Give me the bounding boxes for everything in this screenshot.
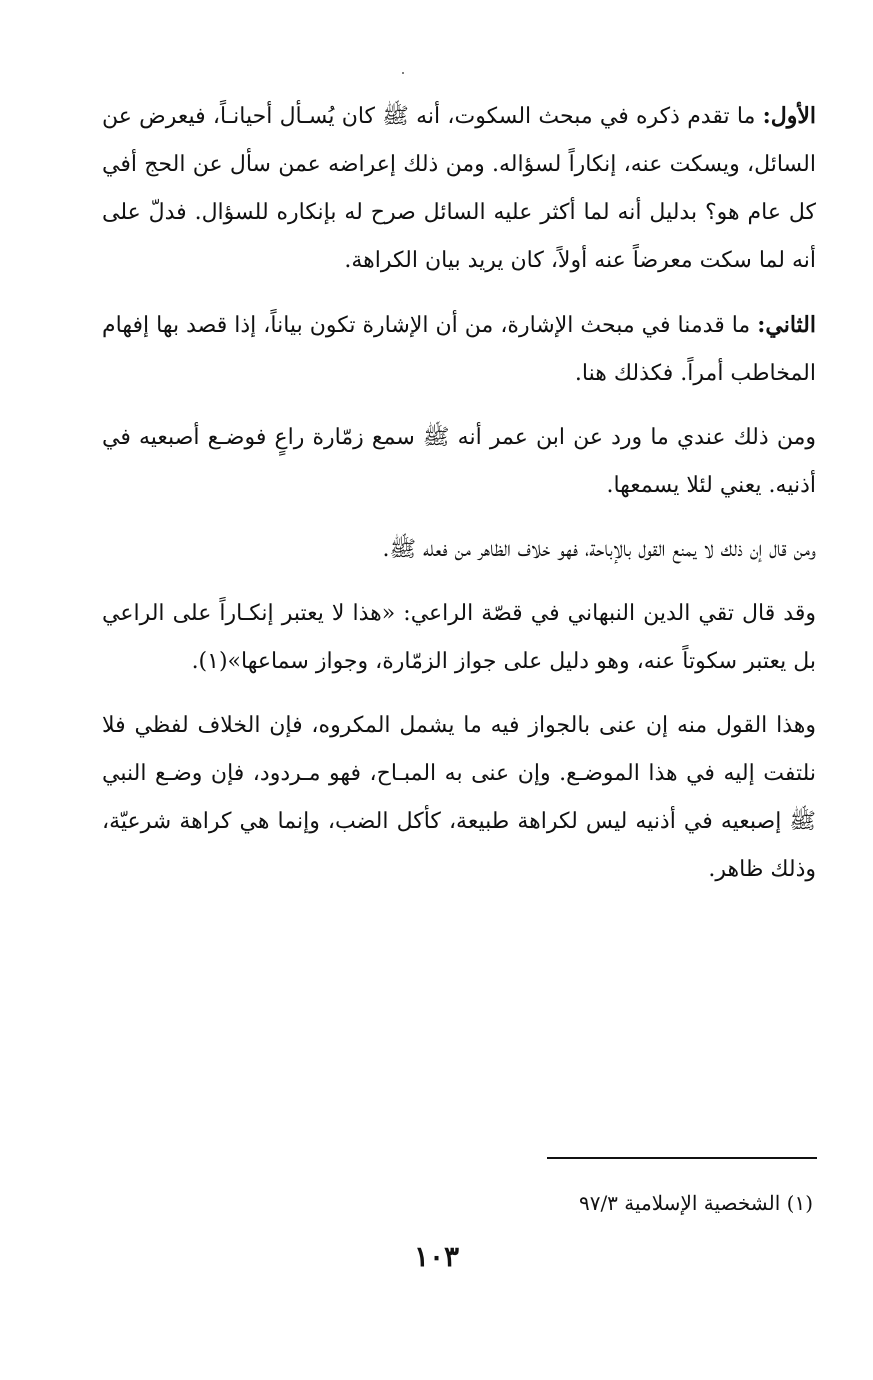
paragraph-2 — [102, 301, 816, 398]
page-number: ١٠٣ — [413, 1240, 460, 1273]
footnote: (١) الشخصية الإسلامية ٩٧/٣ — [578, 1191, 813, 1215]
main-text — [102, 92, 816, 910]
paragraph-1-lead: الأول: — [762, 103, 816, 129]
paragraph-5-text: وقد قال تقي الدين النبهاني في قصّة الراعي: «هذا لا يعتبر إنكـاراً على الراعي بل يعتبر سكوتاً عنه، وهو دليل على جواز الزمّارة، وجواز سماعها»(١). — [102, 601, 816, 674]
paragraph-6-text: وهذا القول منه إن عنى بالجواز فيه ما يشمل المكروه، فإن الخلاف لفظي فلا نلتفت إليه في هذا الموضـع. وإن عنى به المبـاح، فهو مـردود، فإن وضـع النبي ﷺ إصبعيه في أذنيه ليس لكراهة طبيعة، كأكل الضب، وإنما هي كراهة شرعيّة، وذلك ظاهر. — [102, 713, 816, 882]
paragraph-1-text: ما تقدم ذكره في مبحث السكوت، أنه ﷺ كان يُسـأل أحيانـاً، فيعرض عن السائل، ويسكت عنه، إنكاراً لسؤاله. ومن ذلك إعراضه عمن سأل عن الحج أفي كل عام هو؟ بدليل أنه لما أكثر عليه السائل صرح له بإنكاره للسؤال. فدلّ على أنه لما سكت معرضاً عنه أولاً، كان يريد بيان الكراهة. — [102, 104, 816, 273]
paragraph-2-lead: الثاني: — [757, 312, 816, 338]
paragraph-1 — [102, 92, 816, 285]
paragraph-3 — [102, 414, 816, 510]
paragraph-5 — [102, 590, 816, 686]
page-speck — [402, 72, 404, 74]
paragraph-6 — [102, 702, 816, 894]
paragraph-3-text: ومن ذلك عندي ما ورد عن ابن عمر أنه ﷺ سمع زمّارة راعٍ فوضـع أصبعيه في أذنيه. يعني لئلا يسمعها. — [102, 425, 816, 498]
paragraph-4 — [102, 526, 816, 574]
paragraph-2-text: ما قدمنا في مبحث الإشارة، من أن الإشارة تكون بياناً، إذا قصد بها إفهام المخاطب أمراً. فكذلك هنا. — [102, 313, 816, 386]
footnote-separator — [547, 1157, 817, 1159]
paragraph-4-text: ومن قال إن ذلك لا يمنع القول بالإباحة، فهو خلاف الظاهر من فعله ﷺ. — [382, 537, 816, 562]
